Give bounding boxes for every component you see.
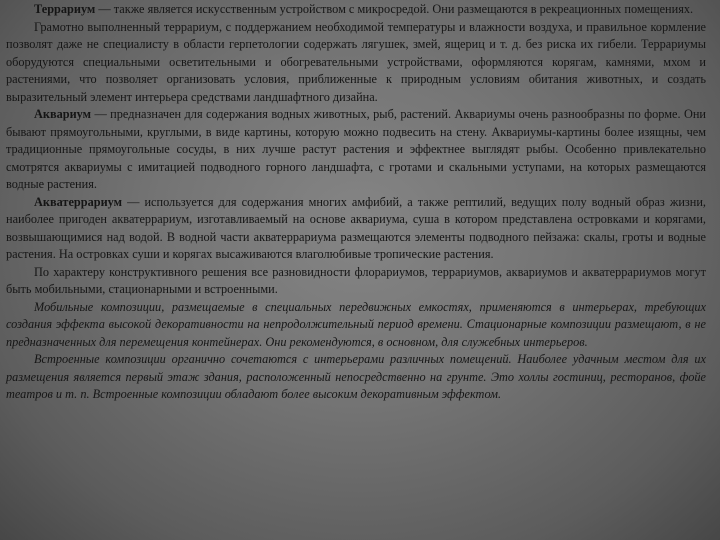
paragraph-aquarium — [6, 106, 706, 194]
paragraph-mobile-compositions — [6, 299, 706, 352]
paragraph-text: — также является искусственным устройством с микросредой. Они размещаются в рекреационных помещениях. — [95, 2, 694, 16]
paragraph-terrarium — [6, 1, 706, 19]
paragraph-text: Грамотно выполненный террариум, с поддержанием необходимой температуры и влажности воздуха, и правильное кормление позволят даже не специалисту в области герпетологии содержать лягушек, змей, ящериц и т. д. без риска их гибели. Террариумы оборудуются специальными осветительными и обогревательными устройствами, оформляются корягам, камнями, мхом и растениями, что позволяет организовать условия, приближенные к природным условиям обитания животных, и создать выразительный элемент интерьера средствами ландшафтного дизайна. — [6, 19, 706, 104]
paragraph-construction-types — [6, 264, 706, 299]
paragraph-aquaterrarium — [6, 194, 706, 264]
paragraph-text: Встроенные композиции органично сочетаются с интерьерами различных помещений. Наиболее удачным местом для их размещения является первый этаж здания, расположенный непосредственно на грунте. Это холлы гостиниц, ресторанов, фойе театров и т. п. Встроенные композиции обладают более высоким декоративным эффектом. — [6, 352, 706, 401]
term-aquaterrarium: Акватеррариум — [34, 194, 123, 209]
slide-body-text — [6, 1, 706, 404]
paragraph-built-in-compositions — [6, 351, 706, 404]
paragraph-terrarium-care — [6, 19, 706, 107]
term-aquarium: Аквариум — [34, 107, 92, 121]
term-terrarium: Террариум — [34, 2, 96, 16]
paragraph-text: — предназначен для содержания водных животных, рыб, растений. Аквариумы очень разнообразны по форме. Они бывают прямоугольными, круглыми, в виде картины, которую можно подвесить на стену. Аквариумы-картины более изящны, чем традиционные прямоугольные сосуды, в них лучше растут растения и эффектнее выглядят рыбы. Особенно привлекательно смотрятся аквариумы с имитацией подводного горного ландшафта, с гротами и скальными уступами, на которых размещаются водные растения. — [6, 107, 706, 191]
paragraph-text: Мобильные композиции, размещаемые в специальных передвижных емкостях, применяются в интерьерах, требующих создания эффекта высокой декоративности на непродолжительный период времени. Стационарные композиции размещают, в не предназначенных для перемещения контейнерах. Они рекомендуются, в основном, для служебных интерьеров. — [6, 299, 706, 349]
paragraph-text: — используется для содержания многих амфибий, а также рептилий, ведущих полу водный образ жизни, наиболее пригоден акватеррариум, изготавливаемый на основе аквариума, суша в котором представлена островками и корягами, возвышающимися над водой. В водной части акватеррариума размещаются элементы подводного пейзажа: скалы, гроты и водные растения. На островках суши и корягах высаживаются влаголюбивые тропические растения. — [6, 194, 706, 261]
paragraph-text: По характеру конструктивного решения все разновидности флорариумов, террариумов, аквариумов и акватеррариумов могут быть мобильными, стационарными и встроенными. — [6, 264, 706, 296]
